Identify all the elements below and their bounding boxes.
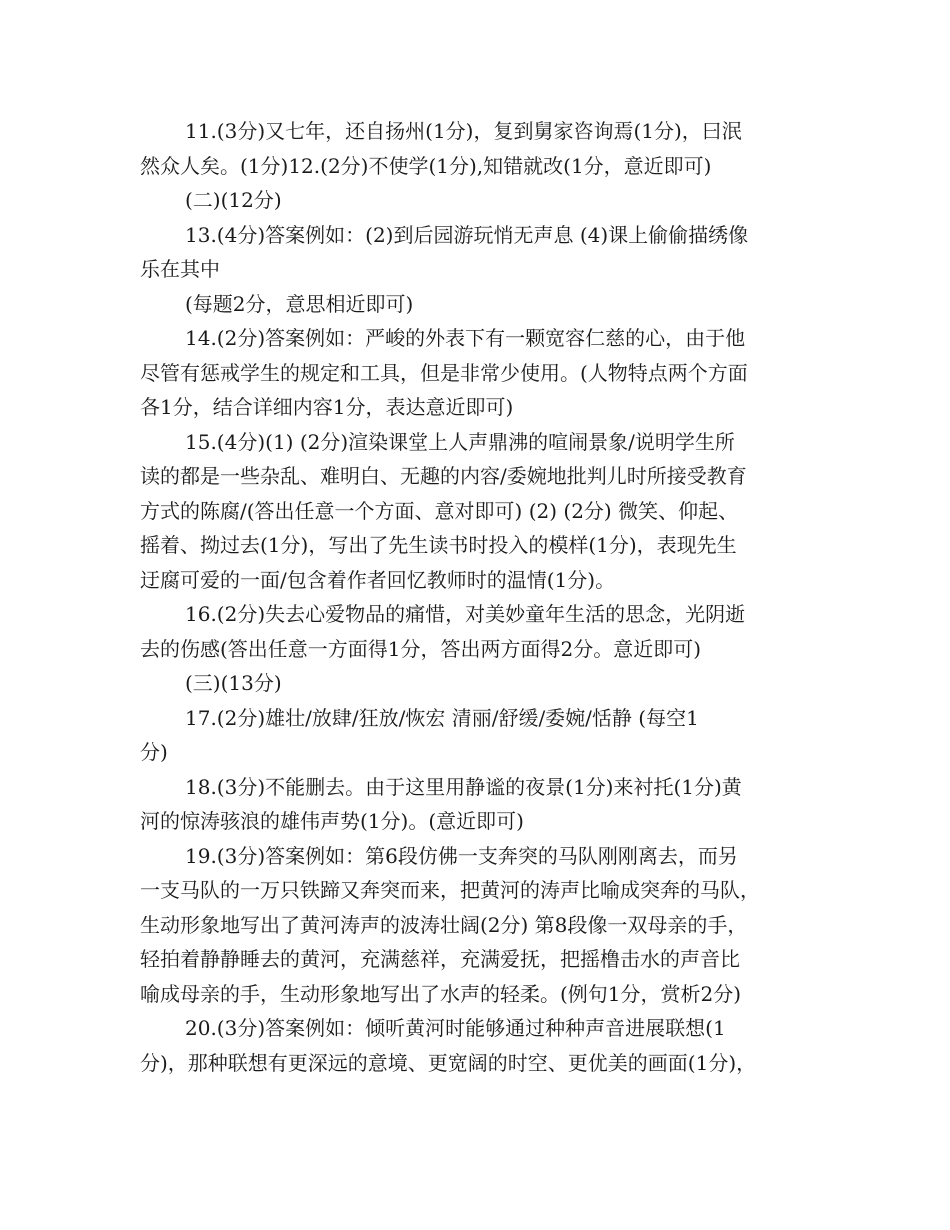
text-line: 然众人矣。(1分)12.(2分)不使学(1分),知错就改(1分，意近即可) [140,153,712,178]
text-line: 迂腐可爱的一面/包含着作者回忆教师时的温情(1分)。 [140,567,616,592]
text-line: 16.(2分)失去心爱物品的痛惜，对美妙童年生活的思念，光阴逝 [185,602,746,626]
text-line: 轻拍着静静睡去的黄河，充满慈祥，充满爱抚，把摇橹击水的声音比 [140,947,740,971]
text-line: 13.(4分)答案例如：(2)到后园游玩悄无声息 (4)课上偷偷描绣像 [185,222,749,247]
text-line: 14.(2分)答案例如：严峻的外表下有一颗宽容仁慈的心，由于他 [185,326,746,350]
text-line: 方式的陈腐/(答出任意一个方面、意对即可) (2) (2分) 微笑、仰起、 [140,498,739,523]
text-line: (每题2分，意思相近即可) [185,291,414,316]
section-heading: (二)(12分) [185,188,282,212]
text-line: 分)，那种联想有更深远的意境、更宽阔的时空、更优美的画面(1分)， [140,1050,757,1075]
text-line: 19.(3分)答案例如：第6段仿佛一支奔突的马队刚刚离去，而另 [185,843,738,868]
text-line: 读的都是一些杂乱、难明白、无趣的内容/委婉地批判儿时所接受教育 [140,464,747,488]
text-line: 17.(2分)雄壮/放肆/狂放/恢宏 清丽/舒缓/委婉/恬静 (每空1 [185,705,699,730]
document-body [140,114,820,1080]
text-line: 15.(4分)(1) (2分)渲染课堂上人声鼎沸的喧闹景象/说明学生所 [185,429,735,454]
text-line: 喻成母亲的手，生动形象地写出了水声的轻柔。(例句1分，赏析2分) [140,981,742,1006]
text-line: 去的伤感(答出任意一方面得1分，答出两方面得2分。意近即可) [140,636,702,661]
text-line: 一支马队的一万只铁蹄又奔突而来，把黄河的涛声比喻成突奔的马队， [140,878,760,902]
text-line: 18.(3分)不能删去。由于这里用静谧的夜景(1分)来衬托(1分)黄 [185,774,742,799]
text-line: 分) [140,740,168,764]
text-line: 尽管有惩戒学生的规定和工具，但是非常少使用。(人物特点两个方面 [140,360,748,385]
section-heading: (三)(13分) [185,671,282,695]
text-line: 河的惊涛骇浪的雄伟声势(1分)。(意近即可) [140,809,524,833]
text-line: 各1分，结合详细内容1分，表达意近即可) [140,395,514,419]
text-line: 11.(3分)又七年，还自扬州(1分)，复到舅家咨询焉(1分)，曰泯 [185,119,742,143]
text-line: 摇着、拗过去(1分)，写出了先生读书时投入的模样(1分)，表现先生 [140,533,737,557]
text-line: 乐在其中 [140,257,220,281]
text-line: 20.(3分)答案例如：倾听黄河时能够通过种种声音进展联想(1 [185,1016,726,1040]
text-line: 生动形象地写出了黄河涛声的波涛壮阔(2分) 第8段像一双母亲的手， [140,912,748,937]
